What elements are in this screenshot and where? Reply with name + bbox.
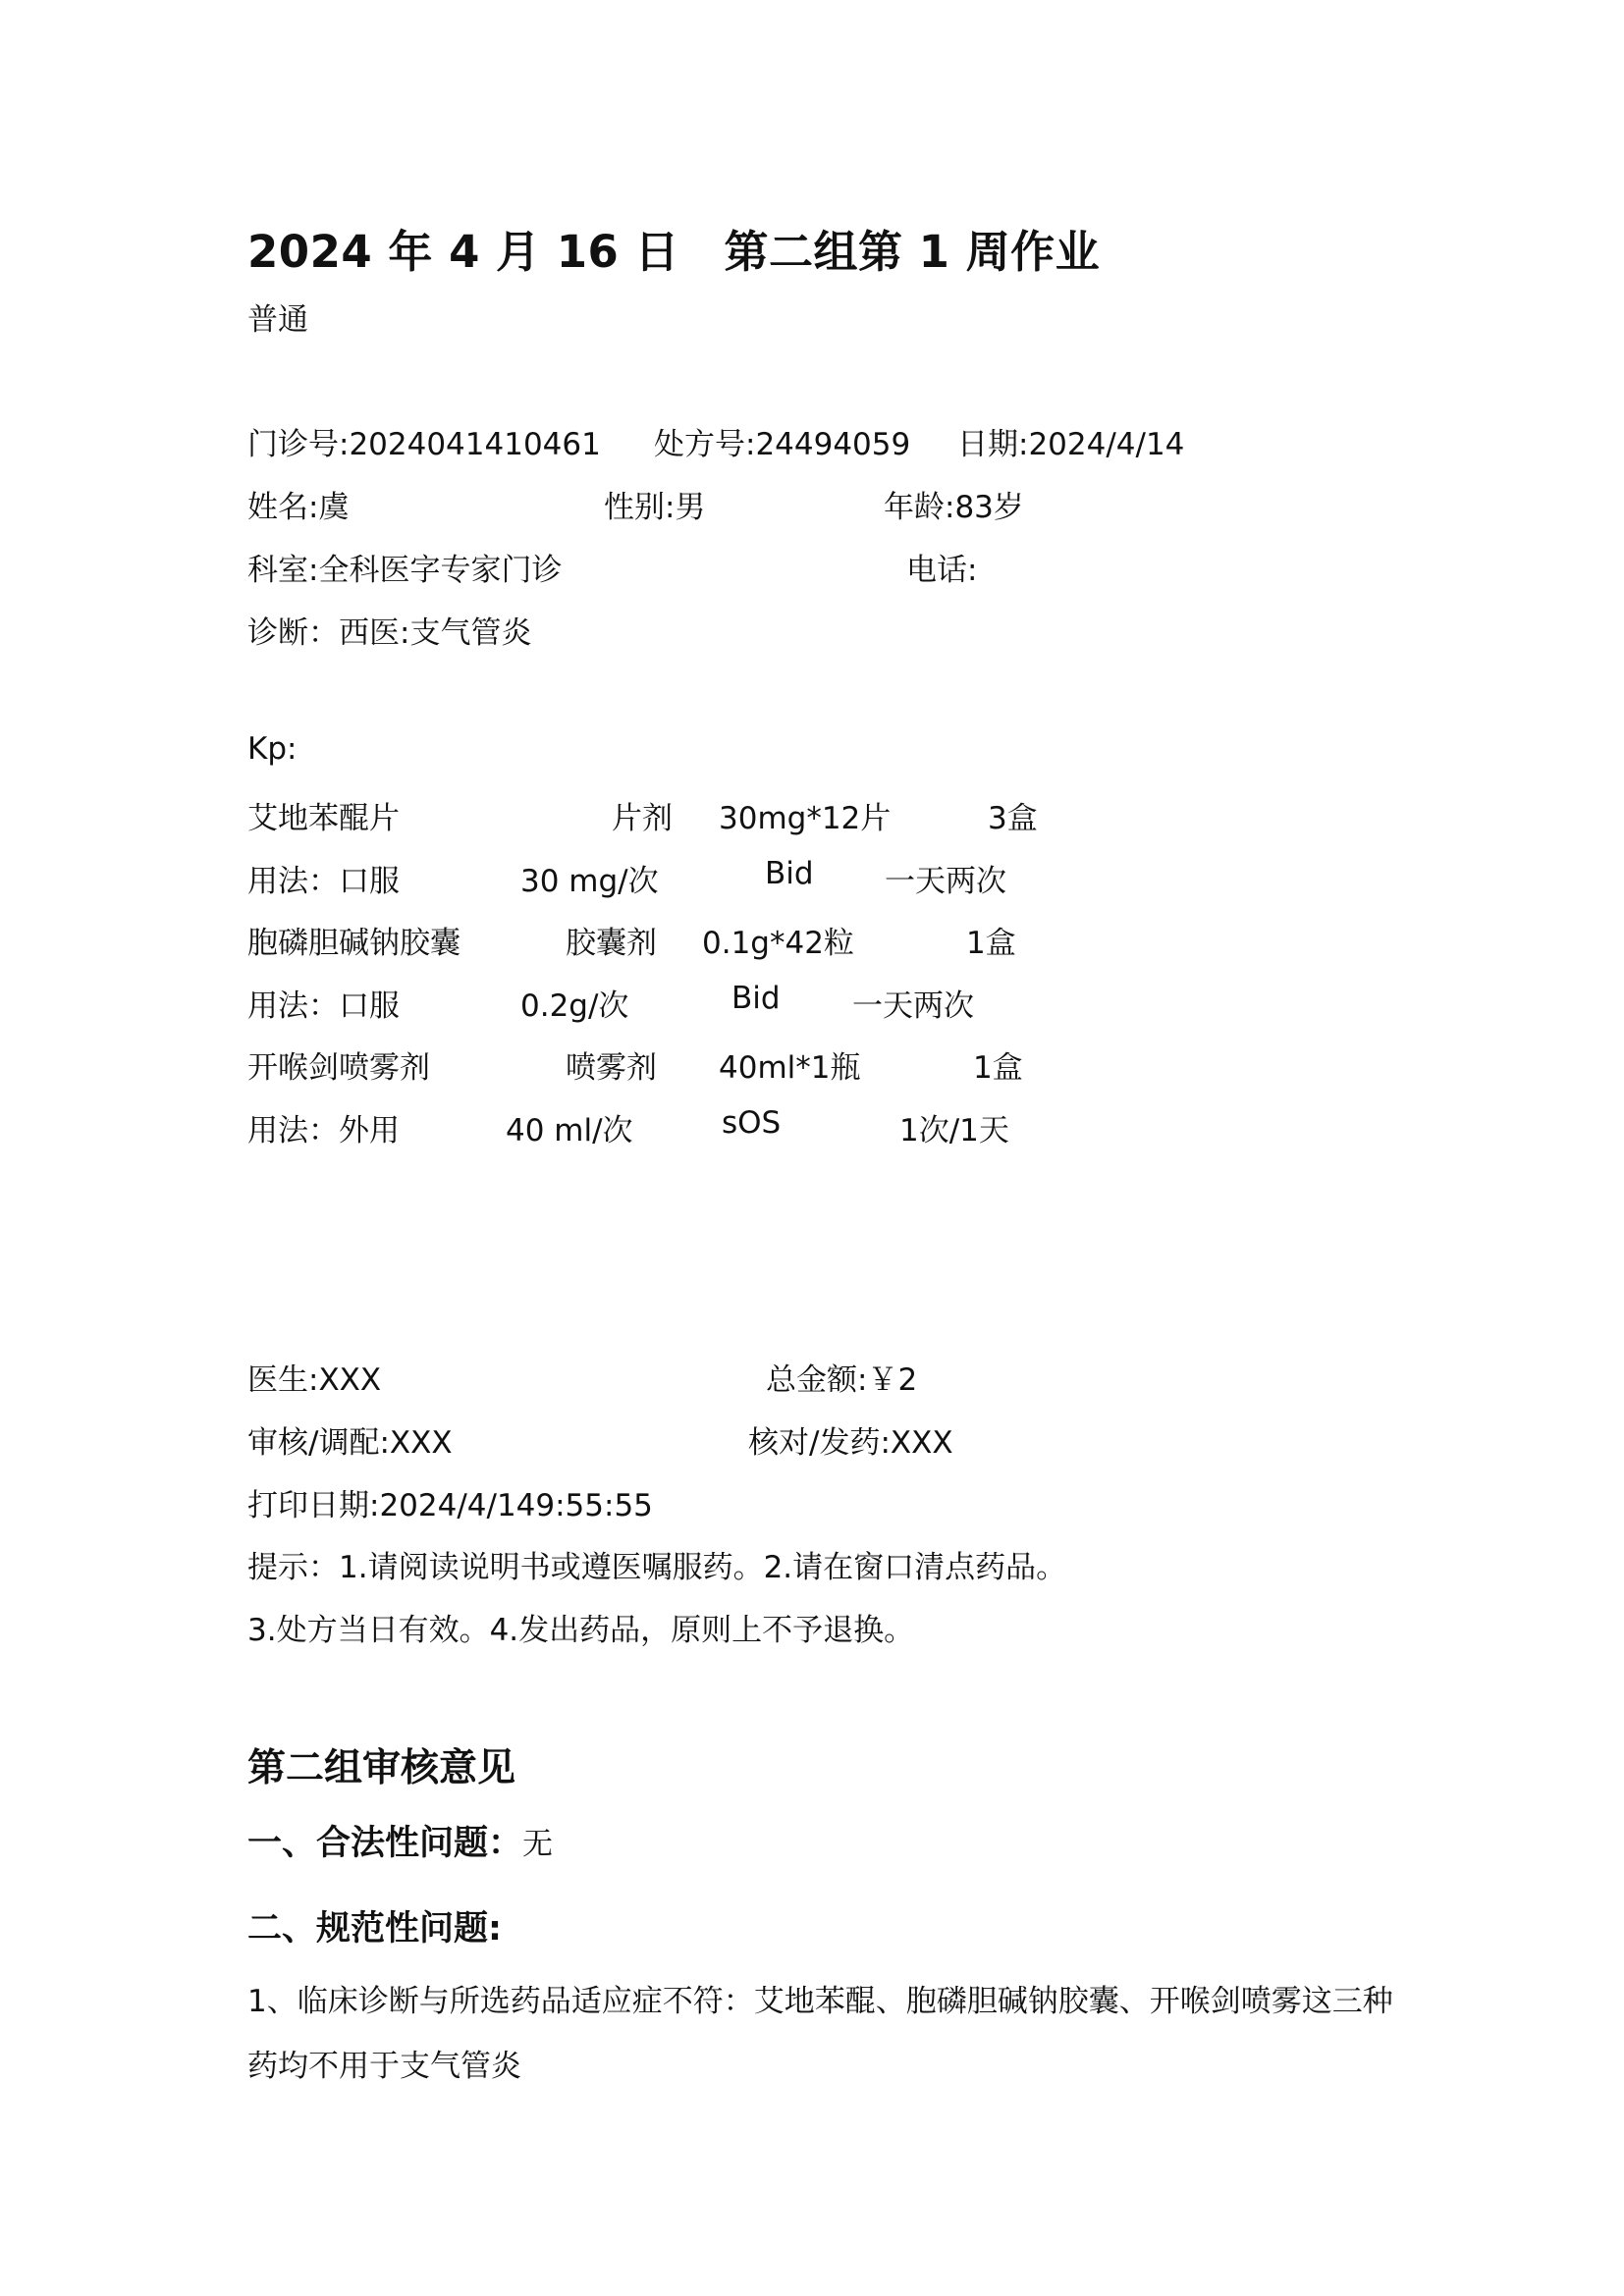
drug-frequency-note: 1次/1天 [899,1113,1009,1148]
rx-label: Kp: [247,731,298,767]
drug-form: 片剂 [612,801,673,836]
drug-frequency-note: 一天两次 [852,988,974,1024]
review-item-line-1: 1、临床诊断与所选药品适应症不符：艾地苯醌、胞磷胆碱钠胶囊、开喉剑喷雾这三种 [247,1984,1393,2019]
drug-dose: 0.2g/次 [520,988,629,1024]
patient-name: 姓名:虞 [247,490,350,525]
normativity-heading: 二、规范性问题: [247,1909,502,1949]
drug-form: 喷雾剂 [566,1050,657,1086]
doctor: 医生:XXX [247,1362,382,1398]
legality-value: 无 [522,1827,554,1862]
drug-name: 胞磷胆碱钠胶囊 [247,926,460,961]
drug-spec: 0.1g*42粒 [702,926,854,961]
tip-line-1: 提示：1.请阅读说明书或遵医嘱服药。2.请在窗口清点药品。 [247,1550,1067,1585]
drug-usage: 用法：口服 [247,864,400,899]
drug-spec: 30mg*12片 [719,801,892,836]
tip-line-2: 3.处方当日有效。4.发出药品，原则上不予退换。 [247,1613,915,1648]
diagnosis: 诊断：西医:支气管炎 [247,615,532,651]
review-heading: 第二组审核意见 [247,1746,516,1790]
patient-age: 年龄:83岁 [884,490,1024,525]
drug-frequency: Bid [731,981,781,1016]
drug-quantity: 1盒 [973,1050,1023,1086]
checker: 核对/发药:XXX [748,1425,953,1461]
legality-label: 一、合法性问题： [247,1824,523,1863]
phone: 电话: [906,553,978,588]
drug-quantity: 3盒 [988,801,1038,836]
drug-spec: 40ml*1瓶 [719,1050,861,1086]
drug-name: 开喉剑喷雾剂 [247,1050,430,1086]
drug-quantity: 1盒 [966,926,1016,961]
category-tag: 普通 [247,302,308,338]
total-amount: 总金额:￥2 [766,1362,918,1398]
print-date: 打印日期:2024/4/149:55:55 [247,1488,653,1523]
prescription-number: 处方号:24494059 [654,427,911,462]
prescription-date: 日期:2024/4/14 [957,427,1185,462]
patient-sex: 性别:男 [604,490,706,525]
drug-frequency-note: 一天两次 [885,864,1006,899]
drug-frequency: sOS [722,1105,782,1141]
reviewer: 审核/调配:XXX [247,1425,453,1461]
review-item-line-2: 药均不用于支气管炎 [247,2049,521,2084]
clinic-number: 门诊号:2024041410461 [247,427,601,462]
drug-usage: 用法：外用 [247,1113,400,1148]
legality-section [247,1816,553,1865]
department: 科室:全科医字专家门诊 [247,553,563,588]
drug-dose: 30 mg/次 [520,864,659,899]
drug-frequency: Bid [765,856,814,891]
drug-usage: 用法：口服 [247,988,400,1024]
drug-name: 艾地苯醌片 [247,801,400,836]
drug-form: 胶囊剂 [566,926,657,961]
drug-dose: 40 ml/次 [506,1113,633,1148]
page-title: 2024 年 4 月 16 日 第二组第 1 周作业 [247,226,1101,278]
